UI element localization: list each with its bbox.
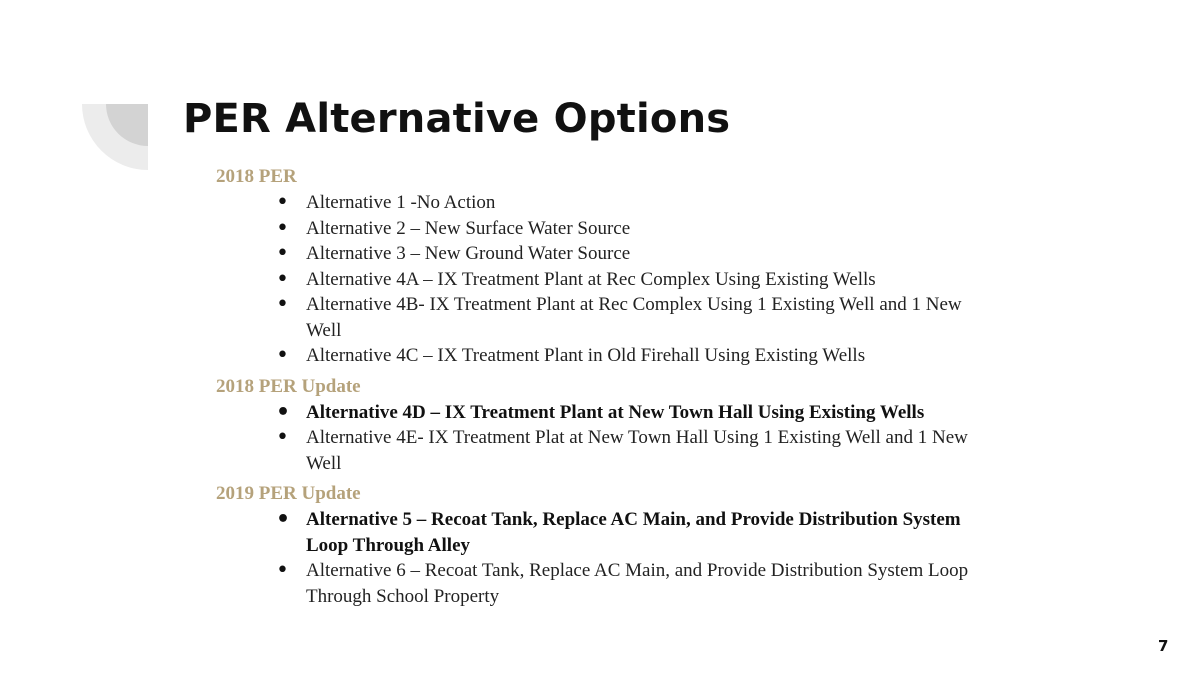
list-item: • Alternative 4C – IX Treatment Plant in Old Firehall Using Existing Wells (216, 343, 996, 369)
slide-title: PER Alternative Options (183, 96, 731, 142)
list-item: • Alternative 4D – IX Treatment Plant at New Town Hall Using Existing Wells (216, 400, 996, 426)
list-item: • Alternative 2 – New Surface Water Source (216, 216, 996, 242)
list-item: • Alternative 4E- IX Treatment Plat at New Town Hall Using 1 Existing Well and 1 New Well (216, 425, 996, 476)
list-item: • Alternative 3 – New Ground Water Source (216, 241, 996, 267)
section-2018-per (216, 165, 996, 369)
section-heading: 2018 PER Update (216, 375, 361, 397)
list-item: • Alternative 4A – IX Treatment Plant at Rec Complex Using Existing Wells (216, 267, 996, 293)
alternatives-list (216, 190, 996, 369)
list-item: • Alternative 6 – Recoat Tank, Replace AC Main, and Provide Distribution System Loop Through School Property (216, 558, 996, 609)
page-number: 7 (1158, 637, 1169, 655)
alternatives-list (216, 400, 996, 477)
section-heading: 2018 PER (216, 166, 297, 187)
list-item: • Alternative 1 -No Action (216, 190, 996, 216)
section-2018-per-update (216, 375, 996, 477)
section-2019-per-update (216, 482, 996, 609)
section-heading: 2019 PER Update (216, 483, 361, 504)
decorative-quarter-circle-graphic (82, 104, 148, 170)
alternatives-list (216, 507, 996, 609)
list-item: • Alternative 4B- IX Treatment Plant at Rec Complex Using 1 Existing Well and 1 New Well (216, 292, 996, 343)
list-item: • Alternative 5 – Recoat Tank, Replace AC Main, and Provide Distribution System Loop Through Alley (216, 507, 996, 558)
alternatives-content (216, 165, 996, 609)
